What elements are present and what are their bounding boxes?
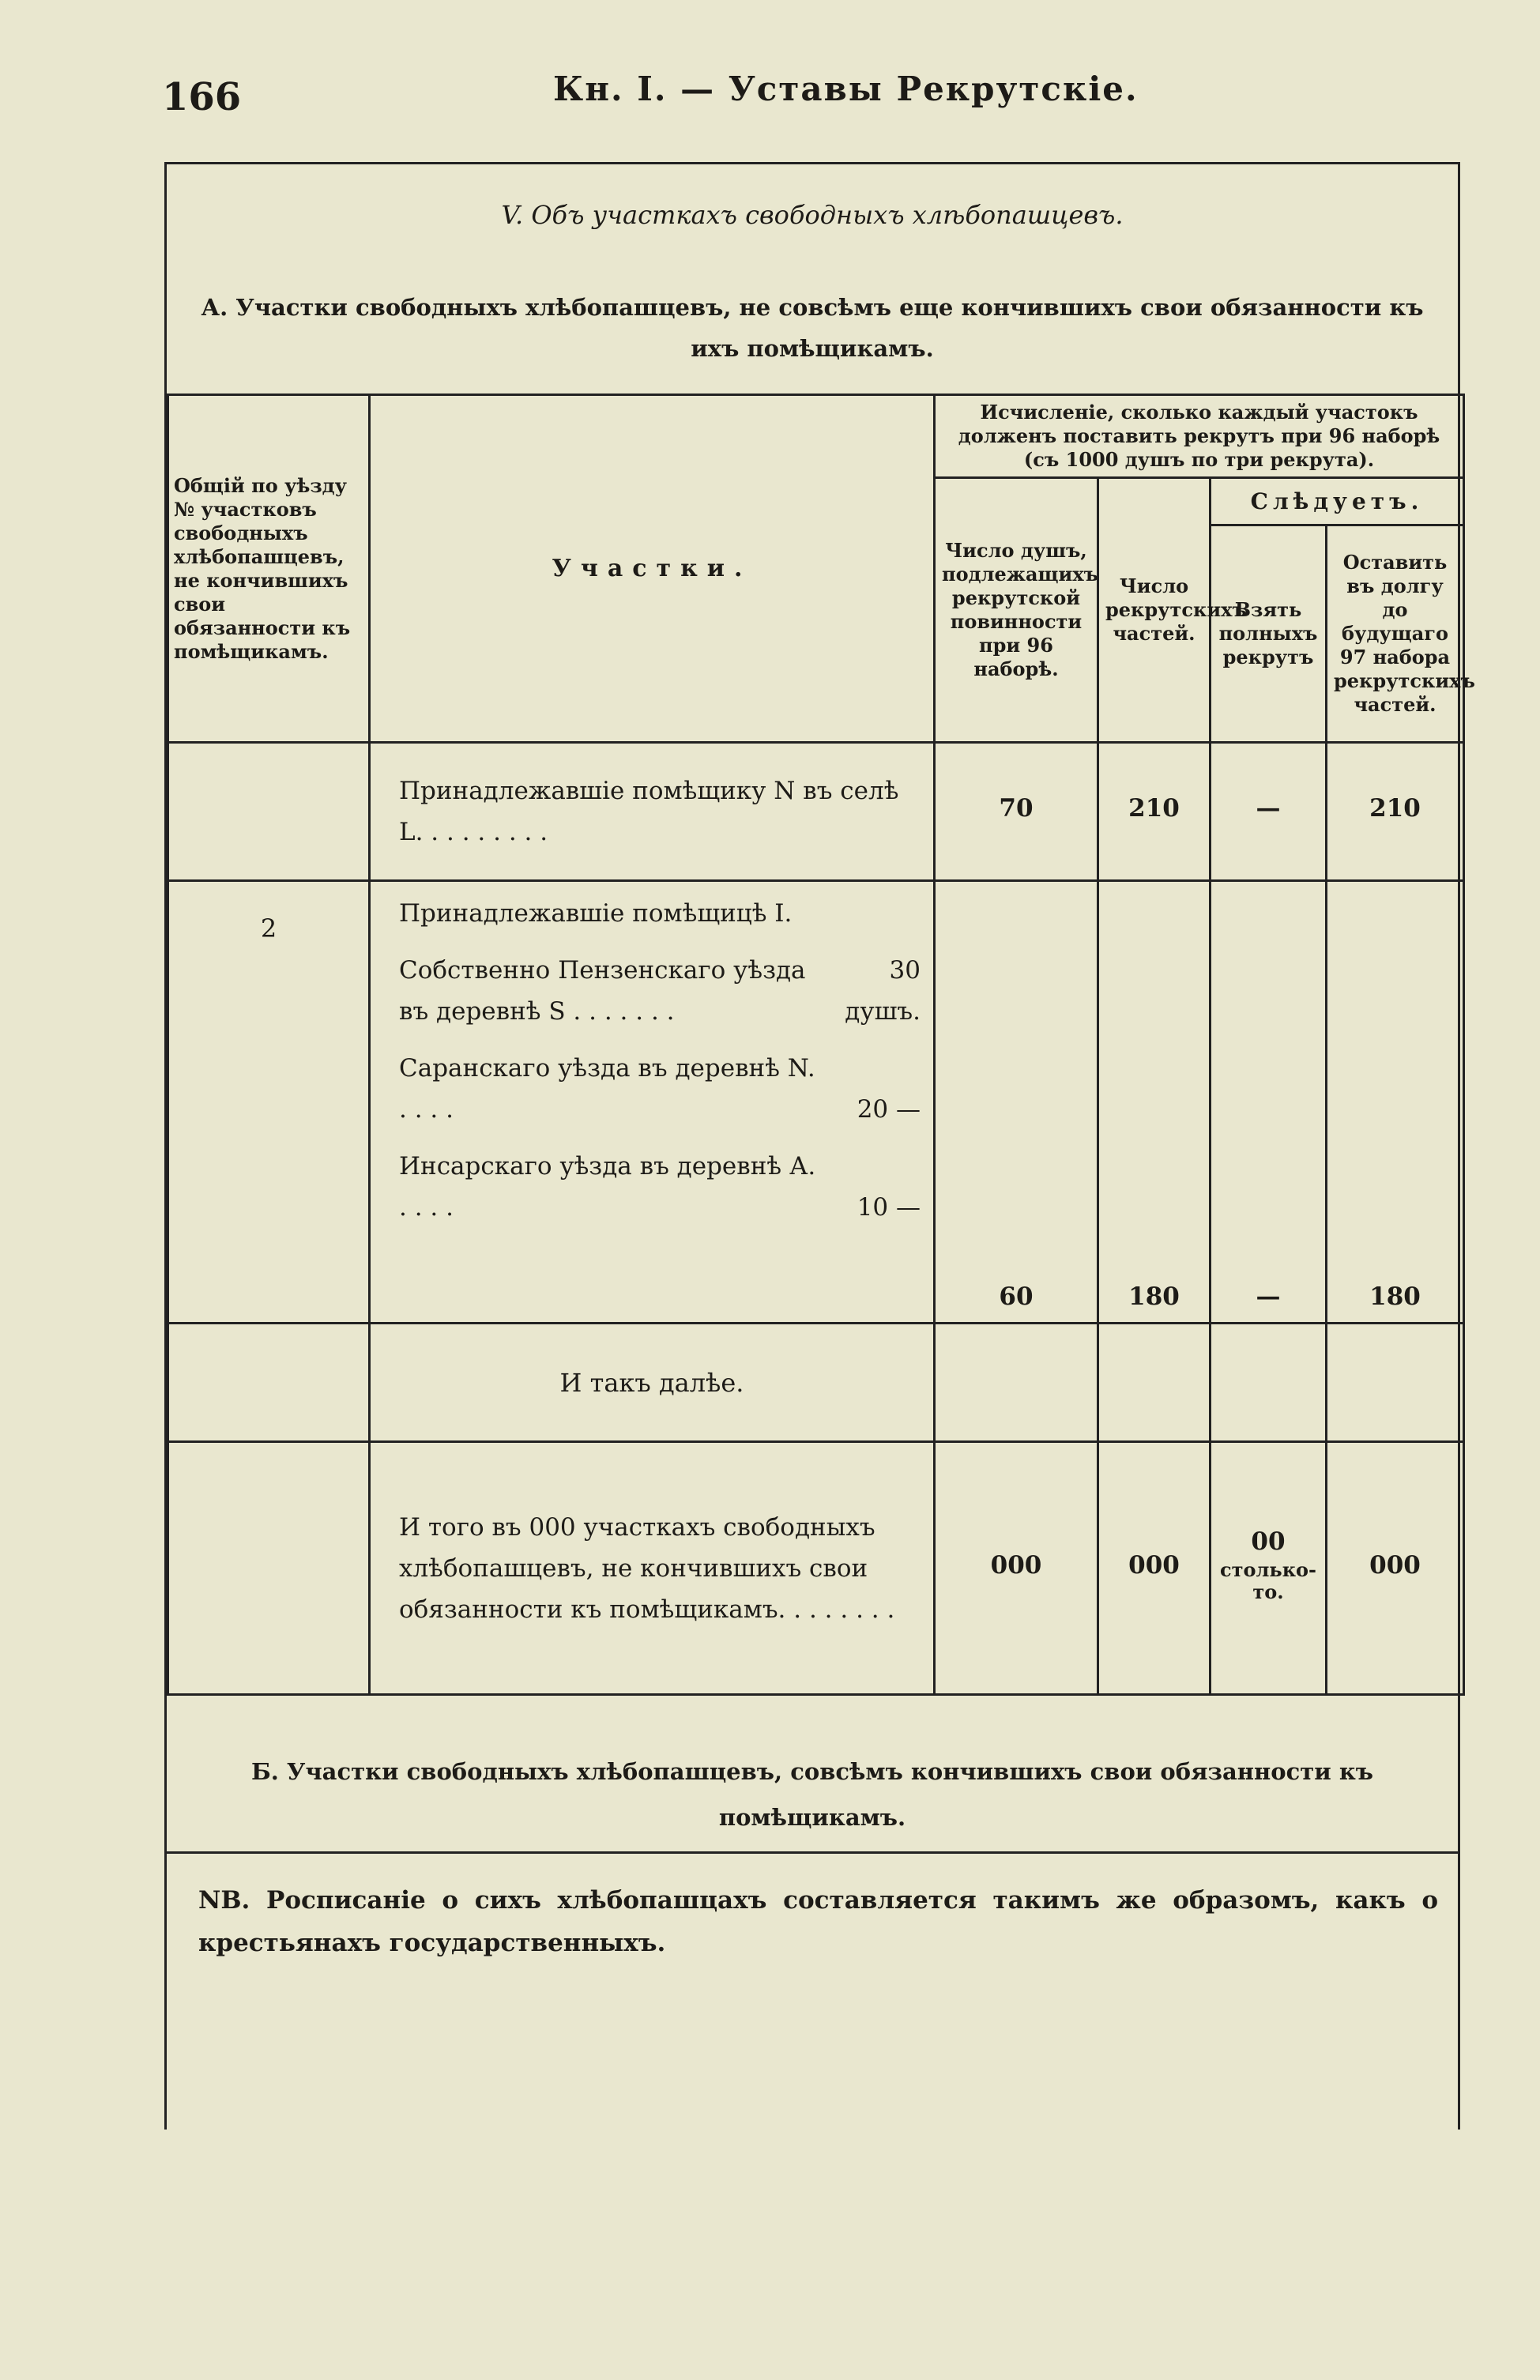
header-following: Слѣдуетъ. <box>1211 478 1464 525</box>
row-souls: 70 <box>935 743 1098 881</box>
section-title: V. Объ участкахъ свободныхъ хлѣбопашцевъ. <box>501 200 1124 230</box>
table-row <box>168 1324 1464 1442</box>
subplot-count: 10 — <box>857 1193 921 1222</box>
row-debt: 210 <box>1327 743 1464 881</box>
running-head: Кн. I. — Уставы Рекрутскіе. <box>553 70 1139 108</box>
row-plot: Принадлежавшіе помѣщицѣ I. <box>399 899 793 928</box>
header-plots <box>370 395 935 743</box>
row-souls: 000 <box>935 1442 1098 1695</box>
table-row <box>168 1442 1464 1695</box>
header-take-full: Взять полныхъ рекрутъ <box>1211 525 1327 743</box>
document-frame <box>164 162 1475 2130</box>
row-debt: 000 <box>1327 1442 1464 1695</box>
row-debt: 180 <box>1327 881 1464 1324</box>
row-parts: 210 <box>1098 743 1211 881</box>
subplot-label: Инсарскаго уѣзда въ деревнѣ А. . . . . <box>399 1152 816 1222</box>
subplot-count: 20 — <box>857 1095 921 1124</box>
empty-cell <box>1098 1324 1211 1442</box>
empty-cell <box>935 1324 1098 1442</box>
section-a-heading: А. Участки свободныхъ хлѣбопашцевъ, не совсѣмъ еще кончившихъ свои обязанности къ ихъ помѣщикамъ. <box>201 294 1424 362</box>
header-plots-label: Участки. <box>552 554 752 582</box>
row-plot-group <box>370 881 935 1324</box>
row-parts: 180 <box>1098 881 1211 1324</box>
nb-note: NB. Росписаніе о сихъ хлѣбопашцахъ составляется такимъ же образомъ, какъ о крестьянахъ государственныхъ. <box>198 1886 1438 1957</box>
row-full-group <box>1211 1442 1327 1695</box>
recruit-table <box>167 394 1475 1696</box>
row-index <box>168 1442 370 1695</box>
row-index <box>168 743 370 881</box>
subplot-label: Собственно Пензенскаго уѣзда въ деревнѣ S . . . . . . . <box>399 956 806 1026</box>
row-souls: 60 <box>935 881 1098 1324</box>
subplot-item <box>399 950 921 1032</box>
subplot-count: 30 душъ. <box>845 956 921 1026</box>
empty-cell <box>1327 1324 1464 1442</box>
row-index <box>168 1324 370 1442</box>
divider <box>167 1851 1458 1854</box>
row-parts: 000 <box>1098 1442 1211 1695</box>
header-souls: Число душъ, подлежащихъ рекрутской повинности при 96 наборѣ. <box>935 478 1098 743</box>
row-full-note: столько-то. <box>1219 1557 1316 1603</box>
header-leave-debt: Оставить въ долгу до будущаго 97 набора рекрутскихъ частей. <box>1327 525 1464 743</box>
section-b-heading: Б. Участки свободныхъ хлѣбопашцевъ, совсѣмъ кончившихъ свои обязанности къ помѣщикамъ. <box>250 1758 1374 1831</box>
row-full: 00 <box>1251 1527 1286 1556</box>
empty-cell <box>1211 1324 1327 1442</box>
row-index: 2 <box>168 881 370 1324</box>
row-plot: И того въ 000 участкахъ свободныхъ хлѣбопашцевъ, не кончившихъ свои обязанности къ помѣщикамъ. . . . . . . . <box>370 1442 935 1695</box>
header-recruit-parts: Число рекрутскихъ частей. <box>1098 478 1211 743</box>
subplot-item <box>399 1146 921 1228</box>
row-plot: Принадлежавшіе помѣщику N въ селѣ L. . . . . . . . . <box>370 743 935 881</box>
row-plot: И такъ далѣе. <box>370 1324 935 1442</box>
header-calculation: Исчисленіе, сколько каждый участокъ долженъ поставить рекрутъ при 96 наборѣ (съ 1000 душъ по три рекрута). <box>935 395 1464 478</box>
page-number: 166 <box>162 75 242 119</box>
subplot-item <box>399 1048 921 1130</box>
table-row <box>168 881 1464 1324</box>
row-full: — <box>1211 743 1327 881</box>
header-general-number: Общій по уѣзду № участковъ свободныхъ хлѣбопашцевъ, не кончившихъ свои обязанности къ помѣщикамъ. <box>168 395 370 743</box>
subplot-label: Саранскаго уѣзда въ деревнѣ N. . . . . <box>399 1054 815 1124</box>
row-full: — <box>1211 881 1327 1324</box>
table-row <box>168 743 1464 881</box>
